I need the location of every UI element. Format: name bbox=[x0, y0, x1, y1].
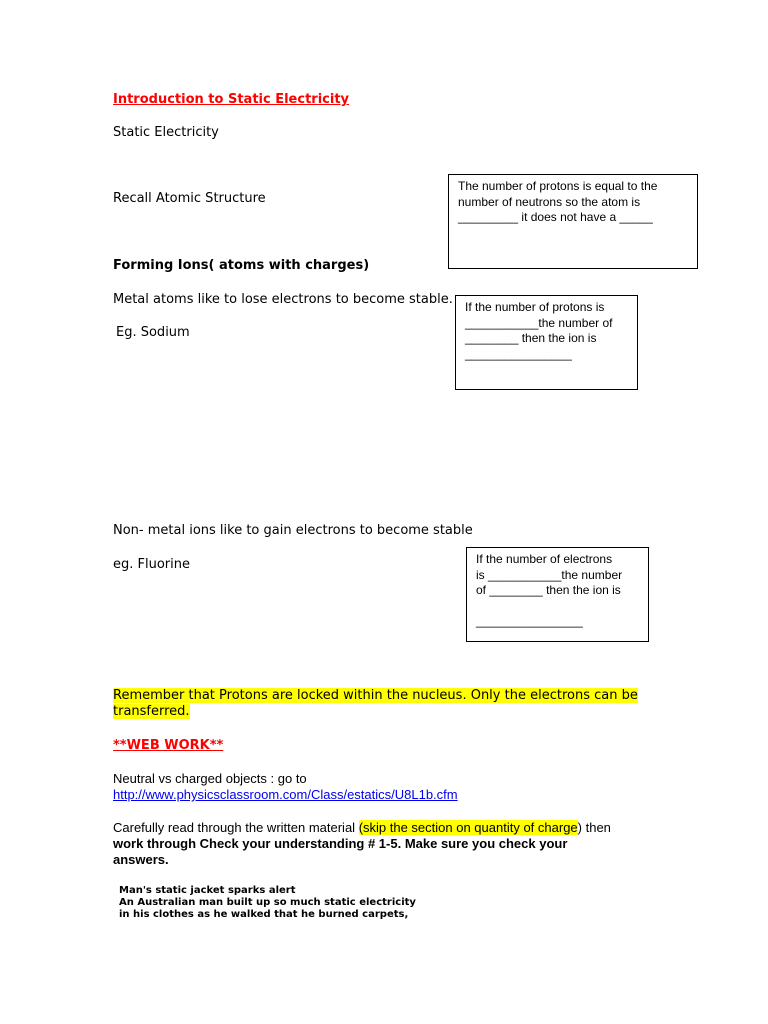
remember-line-2: transferred. bbox=[113, 704, 190, 719]
box-line: number of neutrons so the atom is bbox=[458, 194, 641, 209]
web-work-heading: **WEB WORK** bbox=[113, 738, 224, 753]
neutral-vs-charged bbox=[113, 771, 458, 803]
box-line: The number of protons is equal to the bbox=[458, 179, 658, 193]
instructions-text: Carefully read through the written material bbox=[113, 820, 359, 835]
box-line: If the number of electrons bbox=[476, 552, 613, 566]
box-line: is ___________the number bbox=[476, 567, 623, 582]
box-line: If the number of protons is bbox=[465, 300, 605, 314]
remember-note bbox=[113, 688, 638, 720]
static-electricity-heading: Static Electricity bbox=[113, 125, 219, 140]
remember-line-1: Remember that Protons are locked within the nucleus. Only the electrons can be bbox=[113, 688, 638, 703]
metal-atoms-text: Metal atoms like to lose electrons to become stable. bbox=[113, 292, 453, 307]
neutral-text: Neutral vs charged objects : go to bbox=[113, 771, 307, 786]
eg-sodium: Eg. Sodium bbox=[116, 325, 190, 340]
nonmetal-ions-text: Non- metal ions like to gain electrons to become stable bbox=[113, 523, 473, 538]
neutral-atom-box bbox=[448, 174, 698, 269]
box-line: ________________ bbox=[465, 346, 572, 361]
eg-fluorine: eg. Fluorine bbox=[113, 557, 190, 572]
news-line: An Australian man built up so much static electricity bbox=[119, 897, 416, 908]
page-title: Introduction to Static Electricity bbox=[113, 92, 350, 107]
instructions-then: ) then bbox=[577, 820, 611, 835]
instructions-paragraph bbox=[113, 820, 611, 868]
recall-atomic-structure: Recall Atomic Structure bbox=[113, 191, 266, 206]
negative-ion-box bbox=[466, 547, 649, 642]
instructions-bold-line: answers. bbox=[113, 852, 169, 867]
box-line bbox=[476, 599, 639, 615]
positive-ion-box bbox=[455, 295, 638, 390]
news-line: in his clothes as he walked that he burned carpets, bbox=[119, 909, 409, 920]
instructions-bold-line: work through Check your understanding # 1-5. Make sure you check your bbox=[113, 836, 568, 851]
physics-classroom-link[interactable]: http://www.physicsclassroom.com/Class/estatics/U8L1b.cfm bbox=[113, 787, 458, 802]
skip-section-highlight: (skip the section on quantity of charge bbox=[358, 820, 578, 835]
box-line: of ________ then the ion is bbox=[476, 583, 621, 597]
forming-ions-heading: Forming Ions( atoms with charges) bbox=[113, 258, 370, 273]
box-line: _________ it does not have a _____ bbox=[458, 210, 653, 224]
news-headline: Man's static jacket sparks alert bbox=[119, 885, 296, 896]
box-line: ________ then the ion is bbox=[465, 331, 597, 345]
box-line: ___________the number of bbox=[465, 315, 613, 330]
news-excerpt bbox=[119, 885, 416, 921]
box-line: ________________ bbox=[476, 614, 583, 628]
